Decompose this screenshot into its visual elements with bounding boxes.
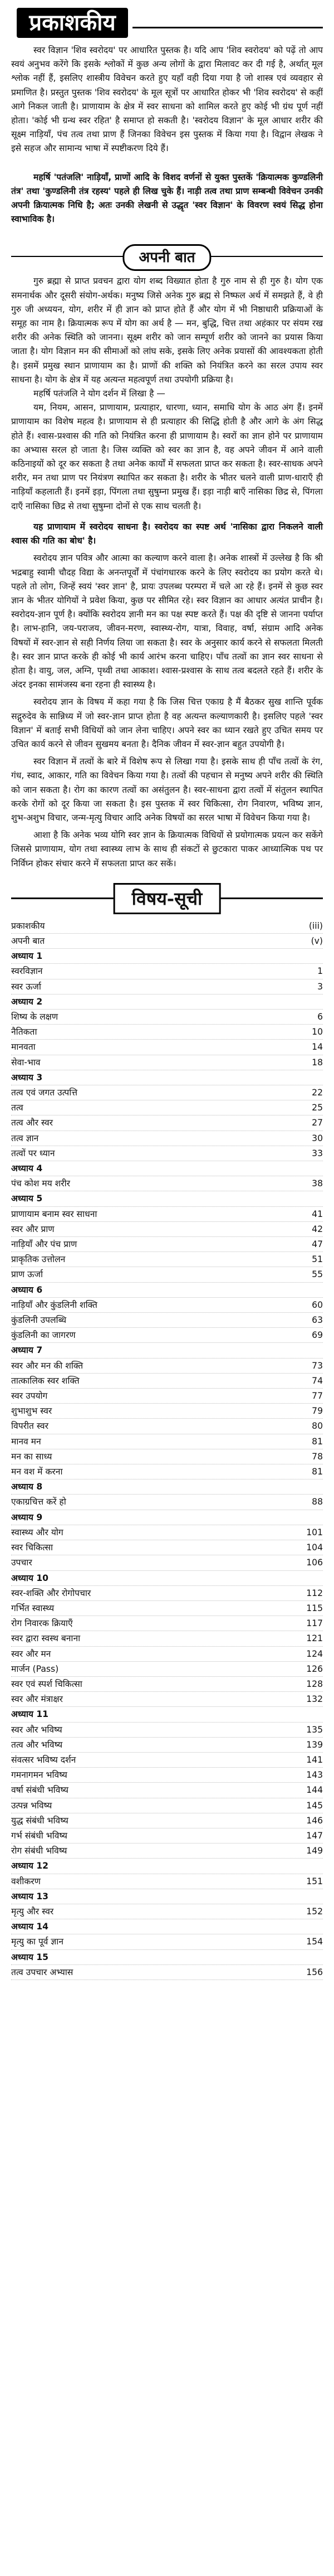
toc-entry-label: अध्याय 2: [11, 996, 43, 1007]
toc-entry-page: 104: [306, 1542, 323, 1553]
toc-entry: [11, 919, 323, 934]
toc-entry-label: स्वर और मन की शक्ति: [11, 1360, 84, 1371]
toc-entry: [11, 1085, 323, 1100]
toc-chapter-heading: [11, 1950, 323, 1965]
toc-entry-page: 117: [306, 1618, 323, 1629]
toc-entry-page: 3: [317, 981, 323, 992]
toc-entry: [11, 1389, 323, 1404]
toc-entry: [11, 934, 323, 949]
toc-entry-label: गमनागमन भविष्य: [11, 1770, 67, 1781]
toc-entry-page: 156: [306, 1967, 323, 1977]
toc-entry-page: [301, 1859, 323, 1873]
toc-entry-label: उत्पन्न भविष्य: [11, 1800, 52, 1811]
toc-entry-label: अध्याय 4: [11, 1163, 43, 1174]
toc-entry-page: 22: [312, 1088, 323, 1098]
toc-entry-page: 151: [306, 1876, 323, 1886]
toc-entry: [11, 1328, 323, 1343]
toc-entry-label: अध्याय 10: [11, 1573, 49, 1583]
toc-entry-page: 73: [312, 1360, 323, 1371]
toc-chapter-heading: [11, 1479, 323, 1495]
toc-entry-label: अध्याय 7: [11, 1345, 43, 1356]
toc-entry-page: 124: [306, 1648, 323, 1659]
toc-entry-label: मानव मन: [11, 1436, 41, 1447]
toc-entry-label: विपरीत स्वर: [11, 1421, 48, 1432]
toc-entry-label: अध्याय 8: [11, 1482, 43, 1492]
toc-chapter-heading: [11, 994, 323, 1010]
toc-entry-page: 47: [312, 1239, 323, 1250]
toc-chapter-heading: [11, 1191, 323, 1206]
toc-entry-page: [301, 1919, 323, 1934]
toc-entry-page: 60: [312, 1299, 323, 1310]
toc-entry-page: 132: [306, 1694, 323, 1705]
toc-entry-label: तत्व और भविष्य: [11, 1739, 63, 1750]
toc-entry: [11, 1934, 323, 1949]
toc-entry: [11, 1631, 323, 1646]
toc-entry-page: 77: [312, 1391, 323, 1401]
toc-entry-label: स्वर उपयोग: [11, 1391, 48, 1401]
toc-entry: [11, 1374, 323, 1389]
toc-entry-page: [301, 1707, 323, 1721]
toc-entry-label: नाड़ियाँ और कुंडलिनी शक्ति: [11, 1299, 97, 1310]
toc-entry-label: नाड़ियाँ और पंच प्राण: [11, 1239, 77, 1250]
toc-entry-label: स्वर द्वारा स्वस्थ बनाना: [11, 1633, 81, 1644]
author-note-header: [11, 242, 323, 271]
author-note-paragraph-8: आशा है कि अनेक भव्य योगि स्वर ज्ञान के क्रियात्मक विधियों से प्रयोगात्मक प्रयत्न कर सकेंगे जिससे प्राणायाम, योग तथा स्वास्थ्य लाभ के साथ ही संकटों से छुटकारा पाकर आध्यात्मिक पथ पर निर्विघ्न होकर संचार करने में सफलता प्राप्त कर सकें।: [11, 830, 323, 869]
toc-entry-page: 78: [312, 1451, 323, 1462]
toc-entry: [11, 1813, 323, 1828]
toc-entry-page: [301, 1283, 323, 1297]
toc-entry-page: 141: [306, 1754, 323, 1765]
toc-entry: [11, 1692, 323, 1707]
toc-entry-page: 51: [312, 1254, 323, 1265]
toc-entry-label: स्वर और भविष्य: [11, 1724, 62, 1735]
toc-entry-page: [301, 949, 323, 963]
toc-entry-page: 80: [312, 1421, 323, 1432]
toc-entry-label: मृत्यु और स्वर: [11, 1906, 54, 1917]
toc-entry: [11, 1222, 323, 1237]
toc-entry-page: 149: [306, 1846, 323, 1856]
toc-entry-page: 1: [317, 966, 323, 977]
toc-entry-label: रोग निवारक क्रियाएँ: [11, 1618, 73, 1629]
toc-entry-label: स्वर और मंत्राक्षर: [11, 1694, 63, 1705]
toc-entry-label: प्राणायाम बनाम स्वर साधना: [11, 1209, 97, 1219]
toc-entry-page: 112: [306, 1588, 323, 1598]
toc-entry: [11, 1753, 323, 1768]
toc-entry-page: 145: [306, 1800, 323, 1811]
toc-entry: [11, 1359, 323, 1374]
toc-entry-label: स्वरविज्ञान: [11, 966, 43, 977]
toc-entry-page: (v): [311, 935, 323, 946]
preface-paragraph-2: महर्षि 'पतंजलि' नाड़ियाँ, प्राणों आदि के विशद वर्णनों से युक्त पुस्तकें 'क्रियात्मक कुण्डलिनी तंत्र' तथा 'कुण्डलिनी तंत्र रहस्य' पहले ही लिख चुके हैं। नाड़ी तत्व तथा प्राण सम्बन्धी विवेचन उनकी अपनी क्रियात्मक निधि है; अतः उनकी लेखनी से उद्धृत 'स्वर विज्ञान' के विवरण स्वयं सिद्ध होना स्वाभाविक है।: [11, 172, 323, 225]
toc-entry: [11, 1874, 323, 1889]
toc-entry: [11, 1555, 323, 1570]
toc-entry-label: अध्याय 1: [11, 951, 43, 962]
toc-entry: [11, 1965, 323, 1980]
toc-entry-label: तात्कालिक स्वर शक्ति: [11, 1375, 80, 1386]
author-note-paragraph-6: स्वरोदय ज्ञान के विषय में कहा गया है कि जिस चित्त एकाग्र है मैं बैठकर सुख शान्ति पूर्वक सद्गुरुदेव के सान्निध्य में जो स्वर-ज्ञान प्राप्त होता है वह अत्यन्त कल्याणकारी है। इसलिए पहले 'स्वर विज्ञान' में बताई सभी विधियों को जान लेना चाहिए। अपने स्वर का ध्यान रखते हुए उचित समय पर उचित कार्य करने से जीवन सुखमय बनता है। दैनिक जीवन में स्वर-ज्ञान बहुत उपयोगी है।: [11, 697, 323, 749]
preface-paragraph-1: स्वर विज्ञान 'शिव स्वरोदय' पर आधारित पुस्तक है। यदि आप 'शिव स्वरोदय' को पढ़ें तो आप स्वयं अनुभव करेंगे कि इसके श्लोकों में कुछ अन्य लोगों के द्वारा मिलावट कर दी गई है, अर्थात् मूल श्लोक नहीं हैं, इसलिए शास्त्रीय विवेचन करते हुए यहाँ वही दिया गया है जो शास्त्र एवं व्यवहार से प्रमाणित है। प्रस्तुत पुस्तक 'शिव स्वरोदय' के मूल सूत्रों पर आधारित होकर भी 'शिव स्वरोदय' से कहीं आगे निकल जाती है। प्राणायाम के क्षेत्र में स्वर साधना को शामिल करते हुए कोई भी ग्रंथ पूर्ण नहीं होता। 'कोई भी ग्रन्थ स्वर रहित' है समाप्त हो सकती है। 'स्वरोदय विज्ञान' के मूल आधार शरीर की सूक्ष्म नाड़ियाँ, पंच तत्व तथा प्राण हैं जिनका विवेचन इस पुस्तक में किया गया है। विद्वान लेखक ने इसे सहज और सामान्य भाषा में स्पष्टीकरण दिये हैं।: [11, 45, 323, 154]
toc-entry-page: 18: [312, 1057, 323, 1068]
toc-entry: [11, 1904, 323, 1919]
toc-entry-label: स्वर और प्राण: [11, 1224, 55, 1234]
author-note-paragraph-7: स्वर विज्ञान में तत्वों के बारे में विशेष रूप से लिखा गया है। इसके साथ ही पाँच तत्वों के रंग, गंध, स्वाद, आकार, गति का विवेचन किया गया है। तत्वों की पहचान से मनुष्य अपने शरीर की स्थिति को जान सकता है। रोग का कारण तत्वों का असंतुलन है। स्वर-साधना द्वारा तत्वों में संतुलन स्थापित करके रोगों को दूर किया जा सकता है। इस पुस्तक में स्वर चिकित्सा, रोग निवारण, भविष्य ज्ञान, शुभ-अशुभ विचार, जन्म-मृत्यु विचार आदि अनेक विषयों का सरल भाषा में विवेचन किया गया है।: [11, 756, 323, 823]
toc-entry: [11, 1252, 323, 1267]
toc-entry: [11, 1828, 323, 1844]
toc-entry: [11, 1025, 323, 1040]
toc-entry-page: 30: [312, 1133, 323, 1143]
toc-entry: [11, 979, 323, 994]
toc-entry-label: वर्षा संबंधी भविष्य: [11, 1785, 68, 1796]
toc-entry-label: मार्जन (Pass): [11, 1663, 59, 1674]
toc-entry-page: 38: [312, 1178, 323, 1189]
toc-entry-page: 63: [312, 1315, 323, 1326]
toc-entry-page: 55: [312, 1269, 323, 1280]
toc-entry-label: वशीकरण: [11, 1876, 41, 1886]
toc-chapter-heading: [11, 1510, 323, 1525]
toc-entry-page: [301, 1889, 323, 1904]
toc-entry-label: सेवा-भाव: [11, 1057, 41, 1068]
toc-entry-page: 154: [306, 1937, 323, 1947]
toc-entry-label: रोग संबंधी भविष्य: [11, 1846, 67, 1856]
toc-entry-label: प्रकाशकीय: [11, 920, 45, 931]
toc-entry-label: कुंडलिनी उपलब्धि: [11, 1315, 67, 1326]
toc-entry-label: अध्याय 9: [11, 1512, 43, 1522]
toc-entry: [11, 1055, 323, 1070]
toc-chapter-heading: [11, 1571, 323, 1586]
toc-entry-label: मृत्यु का पूर्व ज्ञान: [11, 1937, 63, 1947]
preface-title-rule: [132, 27, 323, 28]
toc-entry-label: मानवता: [11, 1042, 36, 1052]
toc-entry-page: 101: [306, 1527, 323, 1537]
toc-entry-page: 126: [306, 1663, 323, 1674]
toc-entry-label: तत्वों पर ध्यान: [11, 1148, 55, 1158]
toc-entry-label: उपचार: [11, 1558, 32, 1568]
toc-entry-page: [301, 1161, 323, 1176]
toc-entry-page: (iii): [308, 920, 323, 931]
toc-entry-page: 115: [306, 1603, 323, 1613]
toc-entry: [11, 1464, 323, 1479]
toc-entry-label: एकाग्रचित्त करें हो: [11, 1497, 66, 1507]
toc-entry: [11, 1586, 323, 1601]
toc-entry-label: अध्याय 13: [11, 1891, 49, 1901]
toc-entry-label: स्वर एवं स्पर्श चिकित्सा: [11, 1678, 82, 1689]
toc-entry-label: अपनी बात: [11, 935, 45, 946]
toc-entry: [11, 1040, 323, 1055]
toc-entry-page: 128: [306, 1678, 323, 1689]
toc-entry-page: [301, 1571, 323, 1585]
toc-entry: [11, 1115, 323, 1131]
toc-entry-page: 121: [306, 1633, 323, 1644]
toc-entry-page: [301, 1191, 323, 1206]
toc-entry-label: अध्याय 6: [11, 1284, 43, 1295]
toc-entry-label: मन वश में करना: [11, 1467, 63, 1477]
toc-entry: [11, 1768, 323, 1783]
toc-entry: [11, 1798, 323, 1813]
toc-entry-page: 81: [312, 1467, 323, 1477]
toc-entry-label: पंच कोश मय शरीर: [11, 1178, 71, 1189]
toc-entry: [11, 1434, 323, 1449]
toc-entry-label: अध्याय 11: [11, 1709, 49, 1720]
toc-entry-label: मन का साध्य: [11, 1451, 52, 1462]
toc-entry-label: युद्ध संबंधी भविष्य: [11, 1815, 68, 1826]
toc-entry-label: अध्याय 15: [11, 1952, 49, 1962]
toc-entry-label: अध्याय 12: [11, 1861, 49, 1871]
toc-entry-page: 10: [312, 1027, 323, 1037]
toc-entry-label: अध्याय 14: [11, 1922, 49, 1932]
toc-entry: [11, 1131, 323, 1146]
document-page: [0, 4, 334, 2576]
toc-entry-label: तत्व ज्ञान: [11, 1133, 39, 1143]
toc-entry: [11, 1100, 323, 1115]
toc-entry-label: तत्व एवं जगत उत्पत्ति: [11, 1088, 78, 1098]
toc-list: [11, 919, 323, 1980]
toc-entry: [11, 1298, 323, 1313]
toc-entry: [11, 1647, 323, 1662]
author-note-paragraph-3: यम, नियम, आसन, प्राणायाम, प्रत्याहार, धारणा, ध्यान, समाधि योग के आठ अंग हैं। इनमें प्राणायाम का विशेष महत्व है। प्राणायाम से ही प्रत्याहार की सिद्धि होती है और आगे के अंग सिद्ध होते हैं। श्वास-प्रश्वास की गति को नियंत्रित करना ही प्राणायाम है। स्वरों का ज्ञान होने पर प्राणायाम का अभ्यास सरल हो जाता है। जिस व्यक्ति को स्वर का ज्ञान है, वह अपने जीवन में आने वाली कठिनाइयों को दूर कर सकता है तथा अनेक कार्यों में सफलता प्राप्त कर सकता है। स्वर-साधक अपने शरीर, मन तथा प्राण पर नियंत्रण स्थापित कर सकता है। शरीर के भीतर चलने वाली प्राण-धाराएँ ही नाड़ियाँ कहलाती हैं। इनमें इड़ा, पिंगला तथा सुषुम्ना प्रमुख हैं। इड़ा नाड़ी बाएँ नासिका छिद्र से, पिंगला दाएँ नासिका छिद्र से तथा सुषुम्ना दोनों से एक साथ चलती है।: [11, 402, 323, 511]
toc-entry-label: संवत्सर भविष्य दर्शन: [11, 1754, 76, 1765]
toc-entry-page: 146: [306, 1815, 323, 1826]
author-note-paragraph-1: गुरु ब्रह्मा से प्राप्त प्रवचन द्वारा योग शब्द विख्यात होता है गुरु नाम से ही गुरु है। योग एक समनार्थक और दूसरी संयोग-अर्थक। मनुष्य जिसे अनेक गुरु ब्रह्म से निष्फल अर्थ में समझते हैं, वे ही गुरु जी अध्ययन, योग, शरीर में ही ज्ञान को प्राप्त होते हैं और योग में भी निष्ठाधारी प्रक्रियाओं के समूह का नाम है। क्रियात्मक रूप में योग का अर्थ है — मन, बुद्धि, चित्त तथा अहंकार पर संयम रख शरीर की अनेक स्थिति को जानना। सूक्ष्म शरीर को जान सम्पूर्ण शरीर को जानने का प्रयास किया जाता है। योग विज्ञान मन की सीमाओं को लांघ सके, इसके लिए अनेक प्रयासों की आवश्यकता होती है। इसमें प्रमुख स्थान प्राणायाम का है। प्राणों की शक्ति को नियंत्रित करने का सरल उपाय स्वर साधना है। योग के क्षेत्र में यह अत्यन्त महत्वपूर्ण तथा उपयोगी प्रक्रिया है।: [11, 276, 323, 385]
toc-entry-page: [301, 1070, 323, 1085]
toc-entry-label: अध्याय 3: [11, 1072, 43, 1083]
toc-chapter-heading: [11, 1161, 323, 1176]
toc-entry-label: शिष्य के लक्षण: [11, 1011, 58, 1022]
toc-entry-page: [301, 1510, 323, 1525]
toc-entry: [11, 1419, 323, 1434]
toc-entry: [11, 1010, 323, 1025]
toc-entry-page: 81: [312, 1436, 323, 1447]
toc-entry: [11, 1738, 323, 1753]
toc-entry-page: [301, 994, 323, 1009]
toc-entry-page: 139: [306, 1739, 323, 1750]
toc-chapter-heading: [11, 949, 323, 964]
toc-entry-page: 88: [312, 1497, 323, 1507]
toc-entry-label: स्वर और मन: [11, 1648, 51, 1659]
toc-entry: [11, 1449, 323, 1464]
toc-entry-label: तत्व उपचार अभ्यास: [11, 1967, 73, 1977]
toc-entry-page: [301, 1479, 323, 1494]
author-note-title: अपनी बात: [122, 244, 211, 271]
toc-entry: [11, 1176, 323, 1191]
toc-entry: [11, 1146, 323, 1161]
toc-entry-page: [301, 1343, 323, 1357]
toc-chapter-heading: [11, 1859, 323, 1874]
toc-entry-label: नैतिकता: [11, 1027, 37, 1037]
toc-entry-label: स्वर ऊर्जा: [11, 981, 41, 992]
toc-entry-page: [301, 1950, 323, 1964]
toc-entry-page: 74: [312, 1375, 323, 1386]
toc-entry-page: 41: [312, 1209, 323, 1219]
toc-entry: [11, 1267, 323, 1282]
toc-entry: [11, 1525, 323, 1540]
toc-entry-label: शुभाशुभ स्वर: [11, 1406, 52, 1416]
toc-entry: [11, 1723, 323, 1738]
toc-entry: [11, 1313, 323, 1328]
toc-chapter-heading: [11, 1070, 323, 1085]
author-note-paragraph-4: यह प्राणायाम में स्वरोदय साधना है। स्वरोदय का स्पष्ट अर्थ 'नासिका द्वारा निकलने वाली श्वास की गति का बोध' है।: [11, 521, 323, 546]
author-note-paragraph-5: स्वरोदय ज्ञान पवित्र और आत्मा का कल्याण करने वाला है। अनेक शास्त्रों में उल्लेख है कि श्री भद्रबाहु स्वामी चौदह विद्या के अनन्तपूर्वों में पंचांगधारक करने के लिए स्वरोदय का प्रयोग करते थे। पहले तो लोग, जिन्हें स्वयं 'स्वर ज्ञान' है, प्रायः उपलब्ध परम्परा में चले आ रहे हैं। इनमें से कुछ स्वर ज्ञान के भीतर योगियों ने प्रवेश किया, कुछ पर सीमित रहे। स्वर विज्ञान का आधार अत्यंत प्राचीन है। स्वरोदय-ज्ञान पूर्ण है। क्योंकि स्वरोदय ज्ञानी मन का पक्ष स्पष्ट करते हैं। पक्ष की दृष्टि से जानना पर्याप्त है। लाभ-हानि, जय-पराजय, जीवन-मरण, स्वास्थ्य-रोग, यात्रा, विवाह, वर्षा, संग्राम आदि अनेक विषयों में स्वर-ज्ञान से सही निर्णय लिया जा सकता है। स्वर के अनुसार कार्य करने से सफलता मिलती है। स्वर ज्ञान प्राप्त करके ही कोई भी कार्य आरंभ करना चाहिए। पाँच तत्वों का ज्ञान स्वर साधना से होता है। वायु, जल, अग्नि, पृथ्वी तथा आकाश। श्वास-प्रश्वास के साथ तत्व बदलते रहते हैं। शरीर के अंदर इनका सामंजस्य बना रहना ही स्वास्थ्य है।: [11, 553, 323, 690]
toc-entry-page: 144: [306, 1785, 323, 1796]
toc-chapter-heading: [11, 1343, 323, 1358]
toc-entry-page: 79: [312, 1406, 323, 1416]
toc-entry-label: प्राकृतिक उत्तोलन: [11, 1254, 66, 1265]
toc-entry-label: तत्व: [11, 1103, 23, 1113]
toc-entry-label: स्वर चिकित्सा: [11, 1542, 53, 1553]
toc-entry-label: तत्व और स्वर: [11, 1118, 53, 1128]
toc-entry-page: 135: [306, 1724, 323, 1735]
toc-entry-label: गर्भित स्वास्थ्य: [11, 1603, 55, 1613]
toc-entry: [11, 1207, 323, 1222]
preface-banner: [11, 4, 323, 40]
toc-entry: [11, 964, 323, 979]
toc-chapter-heading: [11, 1707, 323, 1722]
toc-entry: [11, 1495, 323, 1510]
toc-entry-label: स्वास्थ्य और योग: [11, 1527, 63, 1537]
toc-entry-label: प्राण ऊर्जा: [11, 1269, 43, 1280]
toc-entry-page: 147: [306, 1830, 323, 1841]
toc-entry-page: 69: [312, 1330, 323, 1341]
toc-entry: [11, 1601, 323, 1616]
toc-header: [11, 881, 323, 914]
toc-entry-label: स्वर-शक्ति और रोगोपचार: [11, 1588, 91, 1598]
toc-chapter-heading: [11, 1889, 323, 1904]
toc-title: विषय-सूची: [114, 883, 221, 914]
toc-entry: [11, 1677, 323, 1692]
toc-entry: [11, 1616, 323, 1631]
toc-entry: [11, 1783, 323, 1798]
toc-entry-page: 152: [306, 1906, 323, 1917]
toc-entry-label: अध्याय 5: [11, 1194, 43, 1204]
toc-entry: [11, 1404, 323, 1419]
author-note-paragraph-2: महर्षि पतंजलि ने योग दर्शन में लिखा है —: [33, 389, 165, 399]
preface-title: प्रकाशकीय: [17, 8, 128, 38]
toc-entry: [11, 1662, 323, 1677]
toc-entry-page: 6: [317, 1011, 323, 1022]
toc-entry-page: 42: [312, 1224, 323, 1234]
toc-chapter-heading: [11, 1919, 323, 1934]
toc-entry-label: कुंडलिनी का जागरण: [11, 1330, 76, 1341]
toc-entry-page: 27: [312, 1118, 323, 1128]
toc-entry-label: गर्भ संबंधी भविष्य: [11, 1830, 67, 1841]
toc-entry: [11, 1237, 323, 1252]
toc-entry-page: 14: [312, 1042, 323, 1052]
toc-chapter-heading: [11, 1283, 323, 1298]
toc-entry: [11, 1844, 323, 1859]
toc-entry-page: 106: [306, 1558, 323, 1568]
toc-entry-page: 25: [312, 1103, 323, 1113]
toc-entry-page: 33: [312, 1148, 323, 1158]
toc-entry-page: 143: [306, 1770, 323, 1781]
toc-entry: [11, 1540, 323, 1555]
